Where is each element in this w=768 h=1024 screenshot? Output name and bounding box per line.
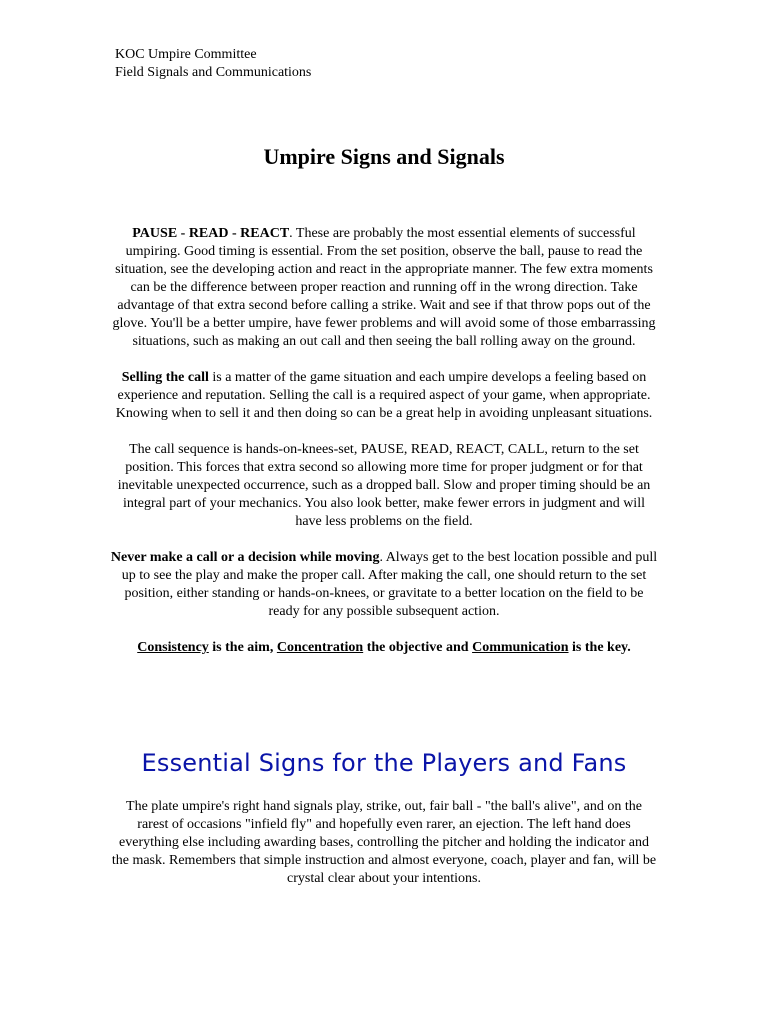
paragraph-pause-read-react xyxy=(110,225,658,351)
header-subtitle: Field Signals and Communications xyxy=(115,65,312,80)
communication-term: Communication xyxy=(472,640,569,655)
paragraph-text: is a matter of the game situation and each umpire develops a feeling based on experience and reputation. Selling the call is a required aspect of your game, when appropriate. Knowing when to sell it and then doing so can be a great help in avoiding unpleasant situations. xyxy=(115,370,653,421)
paragraph-lead: PAUSE - READ - REACT xyxy=(132,226,290,241)
key-principles-text: is the key. xyxy=(568,640,631,655)
section-heading: Essential Signs for the Players and Fans xyxy=(141,749,627,777)
paragraph-lead: Never make a call or a decision while moving xyxy=(110,550,380,565)
paragraph-key-principles xyxy=(110,639,658,657)
paragraph-text: . Always get to the best location possible and pull up to see the play and make the proper call. After making the call, one should return to the set position, either standing or hands-on-knees, or gravitate to a better location on the field to be ready for any possible subsequent action. xyxy=(121,550,658,619)
concentration-term: Concentration xyxy=(276,640,364,655)
paragraph-hand-signals: The plate umpire's right hand signals play, strike, out, fair ball - "the ball's alive", and on the rarest of occasions "infield fly" and hopefully even rarer, an ejection. The left hand does everything else including awarding bases, controlling the pitcher and holding the indicator and the mask. Remembers that simple instruction and almost everyone, coach, player and fan, will be crystal clear about your intentions. xyxy=(111,799,657,886)
key-principles-text: the objective and xyxy=(363,640,473,655)
document-header xyxy=(115,46,311,82)
paragraph-lead: Selling the call xyxy=(121,370,209,385)
paragraph-selling-the-call xyxy=(110,369,658,423)
paragraph-text: . These are probably the most essential elements of successful umpiring. Good timing is essential. From the set position, observe the ball, pause to read the situation, see the developing action and react in the appropriate manner. The few extra moments can be the difference between proper reaction and running off in the wrong direction. Take advantage of that extra second before calling a strike. Wait and see if that throw pops out of the glove. You'll be a better umpire, have fewer problems and will avoid some of those embarrassing situations, such as making an out call and then seeing the ball rolling away on the ground. xyxy=(112,226,656,349)
paragraph-call-sequence xyxy=(110,441,658,531)
page-title: Umpire Signs and Signals xyxy=(263,144,505,169)
section-body xyxy=(110,798,658,906)
paragraph-text: The call sequence is hands-on-knees-set, PAUSE, READ, REACT, CALL, return to the set position. This forces that extra second so allowing more time for proper judgment or for that inevitable unexpected occurrence, such as a dropped ball. Slow and proper timing should be an integral part of your mechanics. You also look better, make fewer errors in judgment and will have less problems on the field. xyxy=(117,442,651,529)
consistency-term: Consistency xyxy=(137,640,209,655)
key-principles-text: is the aim, xyxy=(208,640,277,655)
paragraph-never-while-moving xyxy=(110,549,658,621)
header-organization: KOC Umpire Committee xyxy=(115,47,257,62)
main-body xyxy=(110,225,658,675)
